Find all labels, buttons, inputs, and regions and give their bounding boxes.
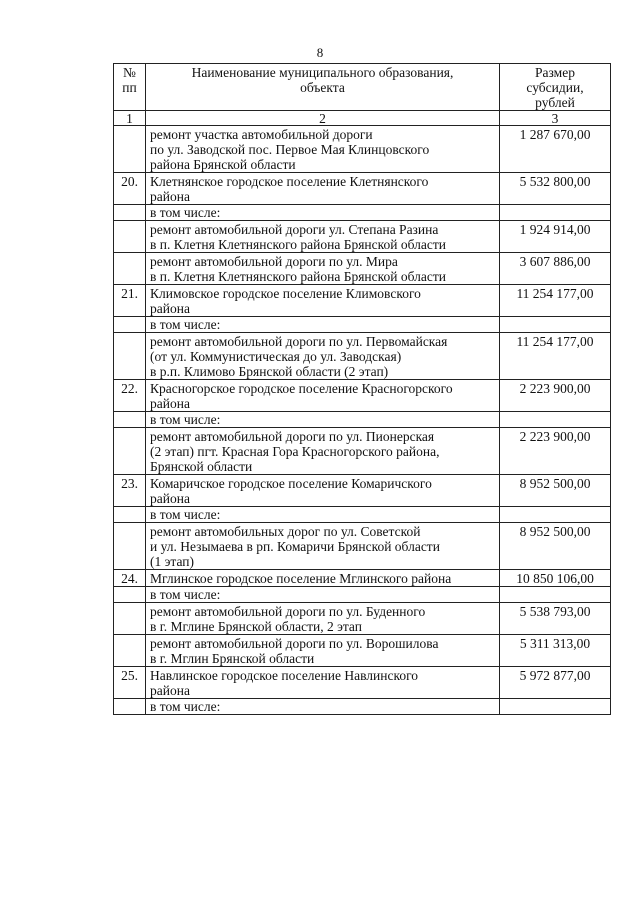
row-amount: 11 254 177,00 xyxy=(500,285,611,317)
row-name: в том числе: xyxy=(146,317,500,333)
row-number xyxy=(114,412,146,428)
row-number: 20. xyxy=(114,173,146,205)
row-name: в том числе: xyxy=(146,205,500,221)
row-amount: 8 952 500,00 xyxy=(500,523,611,570)
table-row xyxy=(114,380,611,412)
row-amount: 5 538 793,00 xyxy=(500,603,611,635)
row-amount: 10 850 106,00 xyxy=(500,570,611,587)
row-number xyxy=(114,635,146,667)
row-name: ремонт автомобильных дорог по ул. Советской и ул. Незымаева в рп. Комаричи Брянской области (1 этап) xyxy=(146,523,500,570)
table-row xyxy=(114,126,611,173)
column-index: 3 xyxy=(500,111,611,126)
row-amount: 1 924 914,00 xyxy=(500,221,611,253)
row-amount: 1 287 670,00 xyxy=(500,126,611,173)
table-row xyxy=(114,428,611,475)
table-row xyxy=(114,523,611,570)
row-amount xyxy=(500,699,611,715)
row-number: 24. xyxy=(114,570,146,587)
row-amount: 5 972 877,00 xyxy=(500,667,611,699)
row-number xyxy=(114,205,146,221)
row-number: 21. xyxy=(114,285,146,317)
row-number: 22. xyxy=(114,380,146,412)
row-number xyxy=(114,253,146,285)
table-row xyxy=(114,221,611,253)
table-row xyxy=(114,507,611,523)
row-name: в том числе: xyxy=(146,587,500,603)
row-name: Клетнянское городское поселение Клетнянского района xyxy=(146,173,500,205)
table-row xyxy=(114,253,611,285)
page-number: 8 xyxy=(316,45,324,60)
header-num: № пп xyxy=(114,64,146,111)
row-amount xyxy=(500,317,611,333)
row-number: 23. xyxy=(114,475,146,507)
subsidy-table xyxy=(113,63,611,715)
row-amount: 5 532 800,00 xyxy=(500,173,611,205)
table-row xyxy=(114,570,611,587)
row-number xyxy=(114,523,146,570)
table-row xyxy=(114,412,611,428)
table-header-row xyxy=(114,64,611,111)
row-number xyxy=(114,221,146,253)
row-amount: 3 607 886,00 xyxy=(500,253,611,285)
table-row xyxy=(114,667,611,699)
table-row xyxy=(114,173,611,205)
row-name: ремонт участка автомобильной дороги по ул. Заводской пос. Первое Мая Клинцовского района Брянской области xyxy=(146,126,500,173)
row-name: ремонт автомобильной дороги по ул. Первомайская (от ул. Коммунистическая до ул. Заводская) в р.п. Климово Брянской области (2 этап) xyxy=(146,333,500,380)
row-amount: 8 952 500,00 xyxy=(500,475,611,507)
row-name: ремонт автомобильной дороги по ул. Пионерская (2 этап) пгт. Красная Гора Красногорского района, Брянской области xyxy=(146,428,500,475)
column-index: 2 xyxy=(146,111,500,126)
header-name: Наименование муниципального образования, объекта xyxy=(146,64,500,111)
row-name: Мглинское городское поселение Мглинского района xyxy=(146,570,500,587)
table-row xyxy=(114,285,611,317)
row-number xyxy=(114,428,146,475)
row-number xyxy=(114,699,146,715)
row-name: Климовское городское поселение Климовского района xyxy=(146,285,500,317)
row-amount xyxy=(500,205,611,221)
row-number xyxy=(114,126,146,173)
row-number xyxy=(114,317,146,333)
table-row xyxy=(114,475,611,507)
table-row xyxy=(114,587,611,603)
row-number xyxy=(114,333,146,380)
row-amount: 2 223 900,00 xyxy=(500,428,611,475)
row-number xyxy=(114,603,146,635)
row-amount xyxy=(500,412,611,428)
row-name: ремонт автомобильной дороги по ул. Буденного в г. Мглине Брянской области, 2 этап xyxy=(146,603,500,635)
row-amount: 11 254 177,00 xyxy=(500,333,611,380)
row-name: в том числе: xyxy=(146,507,500,523)
row-name: в том числе: xyxy=(146,412,500,428)
row-name: Комаричское городское поселение Комаричского района xyxy=(146,475,500,507)
row-name: в том числе: xyxy=(146,699,500,715)
row-name: Навлинское городское поселение Навлинского района xyxy=(146,667,500,699)
row-number: 25. xyxy=(114,667,146,699)
row-name: ремонт автомобильной дороги по ул. Ворошилова в г. Мглин Брянской области xyxy=(146,635,500,667)
table-row xyxy=(114,333,611,380)
row-amount xyxy=(500,507,611,523)
table-row xyxy=(114,603,611,635)
column-index: 1 xyxy=(114,111,146,126)
row-number xyxy=(114,507,146,523)
table-row xyxy=(114,699,611,715)
table-row xyxy=(114,635,611,667)
table-row xyxy=(114,205,611,221)
row-number xyxy=(114,587,146,603)
row-name: Красногорское городское поселение Красногорского района xyxy=(146,380,500,412)
row-name: ремонт автомобильной дороги ул. Степана Разина в п. Клетня Клетнянского района Брянской области xyxy=(146,221,500,253)
row-name: ремонт автомобильной дороги по ул. Мира в п. Клетня Клетнянского района Брянской области xyxy=(146,253,500,285)
row-amount xyxy=(500,587,611,603)
row-amount: 2 223 900,00 xyxy=(500,380,611,412)
header-sum: Размер субсидии, рублей xyxy=(500,64,611,111)
table-row xyxy=(114,317,611,333)
row-amount: 5 311 313,00 xyxy=(500,635,611,667)
column-index-row xyxy=(114,111,611,126)
